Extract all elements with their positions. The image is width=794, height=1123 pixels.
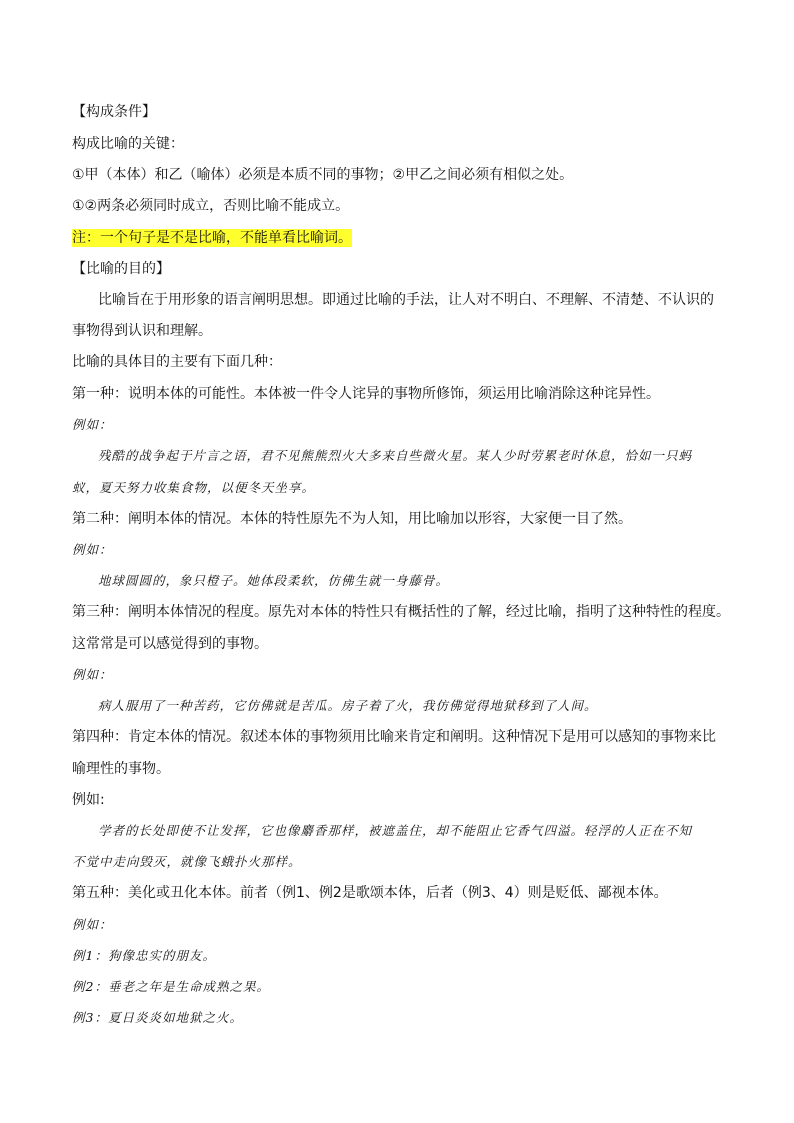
- type-4-title-line-2: 喻理性的事物。: [72, 761, 170, 777]
- type-3-title: 第三种：阐明本体情况的程度。原先对本体的特性只有概括性的了解，经过比喻，指明了这种特性的程度。: [72, 604, 730, 620]
- type-1-example-line-2: 蚁，夏天努力收集食物，以便冬天坐享。: [72, 480, 316, 495]
- type-1-title: 第一种：说明本体的可能性。本体被一件令人诧异的事物所修饰，须运用比喻消除这种诧异性。: [72, 386, 660, 402]
- example-1: 例1：狗像忠实的朋友。: [72, 948, 216, 963]
- note-highlight: 注：一个句子是不是比喻，不能单看比喻词。: [72, 230, 352, 246]
- type-4-example-line-1: 学者的长处即使不让发挥，它也像麝香那样，被遮盖住，却不能阻止它香气四溢。轻浮的人正在不知: [98, 823, 693, 838]
- type-5-title: 第五种：美化或丑化本体。前者（例1、例2是歌颂本体，后者（例3、4）则是贬低、鄙视本体。: [72, 885, 668, 901]
- type-3-example-line-1: 病人服用了一种苦药，它仿佛就是苦瓜。房子着了火，我仿佛觉得地狱移到了人间。: [98, 698, 598, 713]
- type-2-title: 第二种：阐明本体的情况。本体的特性原先不为人知，用比喻加以形容，大家便一目了然。: [72, 511, 632, 527]
- key-label: 构成比喻的关键：: [72, 136, 184, 152]
- heading-conditions: 【构成条件】: [72, 104, 156, 120]
- example-3: 例3：夏日炎炎如地狱之火。: [72, 1010, 243, 1025]
- type-3-title-line-2: 这常常是可以感觉得到的事物。: [72, 636, 268, 652]
- type-2-example-line-1: 地球圆圆的，象只橙子。她体段柔软，仿佛生就一身藤骨。: [98, 573, 450, 588]
- type-4-example-label: 例如:: [72, 792, 105, 808]
- heading-purpose: 【比喻的目的】: [72, 261, 170, 277]
- note-line: [72, 229, 352, 247]
- type-4-title: 第四种：肯定本体的情况。叙述本体的事物须用比喻来肯定和阐明。这种情况下是用可以感知的事物来比: [72, 729, 716, 745]
- example-2: 例2：垂老之年是生命成熟之果。: [72, 979, 270, 994]
- condition-line: ①甲（本体）和乙（喻体）必须是本质不同的事物；②甲乙之间必须有相似之处。: [72, 167, 574, 183]
- type-3-example-label: 例如：: [72, 667, 113, 682]
- purpose-intro: 比喻的具体目的主要有下面几种：: [72, 354, 282, 370]
- purpose-paragraph-line-2: 事物得到认识和理解。: [72, 323, 212, 339]
- type-4-example-line-2: 不觉中走向毁灭，就像飞蛾扑火那样。: [72, 854, 302, 869]
- both-line: ①②两条必须同时成立，否则比喻不能成立。: [72, 198, 350, 214]
- type-5-example-label: 例如：: [72, 917, 113, 932]
- type-1-example-line-1: 残酷的战争起于片言之语，君不见熊熊烈火大多来自些微火星。某人少时劳累老时休息，恰如一只蚂: [98, 448, 693, 463]
- purpose-paragraph-line-1: 比喻旨在于用形象的语言阐明思想。即通过比喻的手法，让人对不明白、不理解、不清楚、不认识的: [98, 292, 714, 308]
- type-2-example-label: 例如：: [72, 542, 113, 557]
- type-1-example-label: 例如：: [72, 417, 113, 432]
